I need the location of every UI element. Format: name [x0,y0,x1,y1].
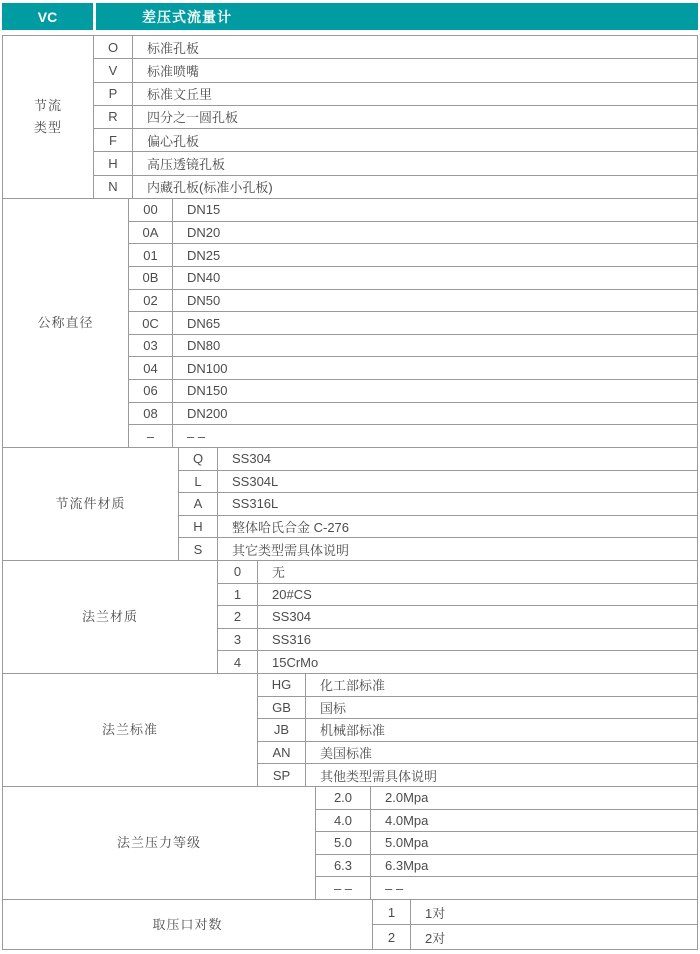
spec-row [129,356,697,379]
code-cell: JB [258,719,306,741]
spec-row [316,787,697,809]
value-cell: SS304L [232,473,279,489]
code-cell: R [94,106,133,128]
spec-row [129,289,697,312]
code-cell: L [179,471,218,493]
code-cell: 3 [218,629,258,651]
code-cell: A [179,493,218,515]
section-nominal-diameter [3,198,697,447]
spec-row [218,561,697,583]
value-cell: 机械部标准 [320,723,386,739]
code-cell: – [129,425,173,447]
value-cell: DN50 [187,292,221,308]
code-cell: – – [316,877,371,899]
value-cell: 整体哈氏合金 C-276 [232,520,350,536]
section-label [3,900,373,949]
value-cell: – – [385,880,404,896]
code-cell: H [179,516,218,538]
section-label-line: 法兰标准 [101,722,158,737]
model-code: VC [37,8,58,25]
value-cell: SS304 [232,451,272,467]
spec-row [94,58,697,81]
section-throttle-material [3,447,697,560]
value-cell: 20#CS [272,586,312,602]
value-cell: – – [187,428,206,444]
section-rows [94,36,697,198]
code-cell: GB [258,697,306,719]
section-flange-standard [3,673,697,786]
spec-row [129,311,697,334]
code-cell: O [94,36,133,58]
value-cell: SS316 [272,632,312,648]
value-cell: DN65 [187,315,221,331]
value-cell: 化工部标准 [320,678,386,694]
spec-row [373,900,697,924]
section-label-line: 公称直径 [37,315,94,330]
code-cell: 08 [129,403,173,425]
code-cell: H [94,152,133,174]
selection-table [2,3,698,950]
value-cell: DN25 [187,247,221,263]
section-rows [179,448,697,560]
spec-row [94,105,697,128]
code-cell: S [179,538,218,560]
value-cell: 其它类型需具体说明 [232,542,350,558]
section-label-line: 法兰压力等级 [116,835,201,850]
code-cell: 1 [373,900,411,924]
code-cell: AN [258,742,306,764]
spec-row [316,831,697,854]
section-pressure-tap-pairs [3,899,697,949]
spec-row [218,650,697,673]
code-cell: 4.0 [316,810,371,832]
code-cell: 5.0 [316,832,371,854]
value-cell: 标准文丘里 [147,87,213,103]
section-throttle-type [3,36,697,198]
section-rows [258,674,697,786]
code-cell: 00 [129,199,173,221]
spec-row [129,424,697,447]
code-cell: 2 [373,925,411,949]
section-flange-pressure-rating [3,786,697,899]
value-cell: DN20 [187,224,221,240]
section-flange-material [3,560,697,673]
spec-row [129,221,697,244]
value-cell: 1对 [425,905,446,921]
code-cell: 0B [129,267,173,289]
code-cell: P [94,83,133,105]
spec-row [316,876,697,899]
value-cell: 内藏孔板(标准小孔板) [147,180,273,196]
section-label [3,561,218,673]
spec-row [373,924,697,949]
code-cell: 0 [218,561,258,583]
spec-row [179,515,697,538]
table-header [2,3,698,30]
value-cell: 高压透镜孔板 [147,157,226,173]
spec-row [179,448,697,470]
value-cell: 标准孔板 [147,40,200,56]
value-cell: SS316L [232,496,279,512]
code-cell: 1 [218,584,258,606]
code-cell: 01 [129,244,173,266]
section-label [3,448,179,560]
value-cell: SS304 [272,609,312,625]
section-label-line: 节流 [33,98,62,113]
spec-row [129,266,697,289]
value-cell: DN40 [187,270,221,286]
section-label [3,36,94,198]
code-cell: HG [258,674,306,696]
value-cell: 5.0Mpa [385,835,429,851]
section-rows [218,561,697,673]
spec-row [129,199,697,221]
section-label [3,674,258,786]
section-label-line: 节流件材质 [55,496,126,511]
spec-table-body [2,35,698,950]
spec-row [258,674,697,696]
spec-row [316,854,697,877]
section-rows [316,787,697,899]
spec-row [258,763,697,786]
value-cell: DN100 [187,360,228,376]
section-rows [373,900,697,949]
code-cell: N [94,176,133,198]
value-cell: 其他类型需具体说明 [320,768,438,784]
value-cell: DN80 [187,338,221,354]
code-cell: 0A [129,222,173,244]
spec-row [94,151,697,174]
code-cell: SP [258,764,306,786]
value-cell: 四分之一圆孔板 [147,110,239,126]
section-label-line: 取压口对数 [152,916,223,932]
spec-row [218,583,697,606]
section-label [3,199,129,447]
value-cell: 无 [272,565,286,581]
value-cell: DN150 [187,383,228,399]
spec-row [179,470,697,493]
section-rows [129,199,697,447]
section-label-line: 法兰材质 [81,609,138,624]
code-cell: 06 [129,380,173,402]
spec-row [129,334,697,357]
spec-row [218,628,697,651]
code-cell: 0C [129,312,173,334]
code-cell: 2.0 [316,787,371,809]
spec-row [316,809,697,832]
code-cell: F [94,129,133,151]
value-cell: 美国标准 [320,746,373,762]
spec-row [179,492,697,515]
value-cell: 2.0Mpa [385,790,429,806]
value-cell: 2对 [425,930,446,946]
value-cell: 标准喷嘴 [147,63,200,79]
spec-row [218,605,697,628]
value-cell: 偏心孔板 [147,133,200,149]
spec-row [179,537,697,560]
value-cell: 4.0Mpa [385,812,429,828]
value-cell: DN15 [187,202,221,218]
spec-row [129,379,697,402]
code-cell: 2 [218,606,258,628]
spec-row [258,696,697,719]
code-cell: 02 [129,290,173,312]
code-cell: 04 [129,357,173,379]
spec-row [129,243,697,266]
spec-row [94,128,697,151]
code-cell: 6.3 [316,855,371,877]
spec-row [258,741,697,764]
section-label-line: 类型 [33,120,62,135]
value-cell: 国标 [320,700,347,716]
spec-row [94,175,697,198]
code-cell: Q [179,448,218,470]
code-cell: V [94,59,133,81]
value-cell: 6.3Mpa [385,858,429,874]
product-name: 差压式流量计 [142,8,232,25]
spec-row [258,718,697,741]
spec-row [94,36,697,58]
value-cell: DN200 [187,406,228,422]
spec-row [129,402,697,425]
code-cell: 4 [218,651,258,673]
section-label [3,787,316,899]
value-cell: 15CrMo [272,654,319,670]
code-cell: 03 [129,335,173,357]
spec-row [94,82,697,105]
